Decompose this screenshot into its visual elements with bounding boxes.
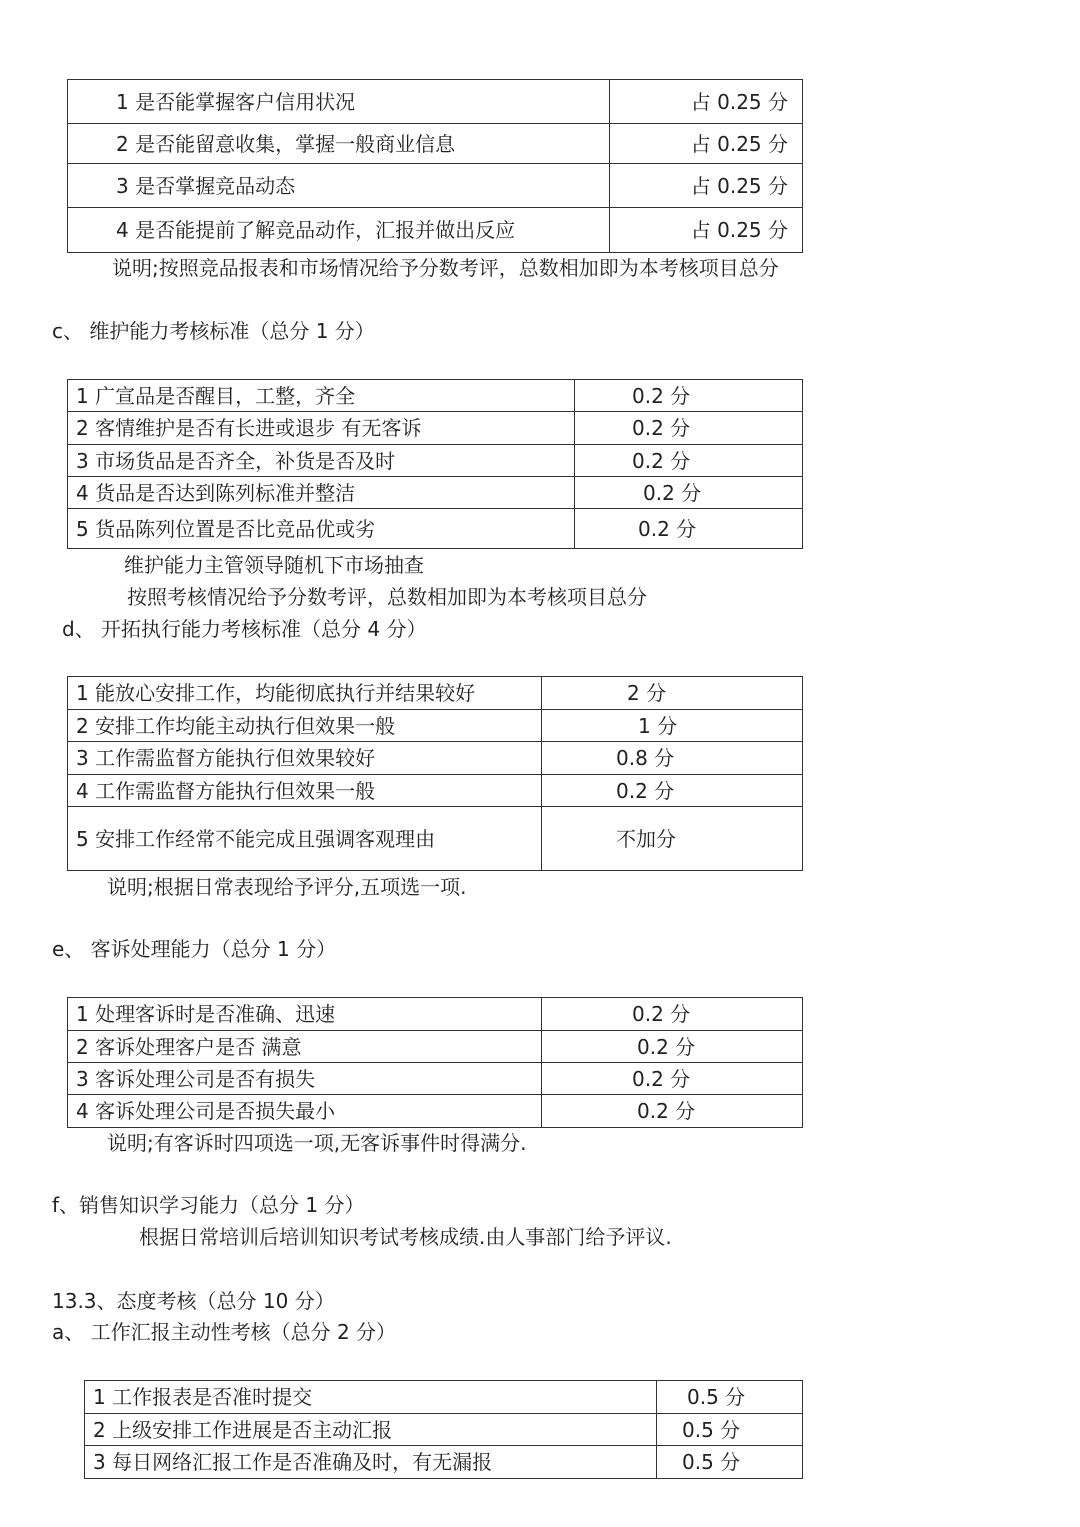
criteria-cell: 3 市场货品是否齐全，补货是否及时 xyxy=(68,445,575,477)
criteria-cell: 4 工作需监督方能执行但效果一般 xyxy=(68,775,542,807)
criteria-cell: 2 上级安排工作进展是否主动汇报 xyxy=(85,1414,657,1446)
score-cell: 0.5 分 xyxy=(657,1381,803,1414)
section-f-heading: f、销售知识学习能力（总分 1 分） xyxy=(52,1193,365,1217)
score-cell: 占 0.25 分 xyxy=(610,208,803,253)
table-row xyxy=(68,998,803,1031)
section-c-note-2: 按照考核情况给予分数考评，总数相加即为本考核项目总分 xyxy=(127,585,647,609)
score-cell: 0.2 分 xyxy=(542,1095,803,1128)
table-row xyxy=(68,742,803,775)
section-13-3-a-heading: a、 工作汇报主动性考核（总分 2 分） xyxy=(52,1320,397,1344)
criteria-cell: 2 客情维护是否有长进或退步 有无客诉 xyxy=(68,412,575,445)
table-market-info xyxy=(67,79,803,253)
table-row xyxy=(68,445,803,477)
table-row xyxy=(85,1381,803,1414)
criteria-cell: 1 广宣品是否醒目，工整，齐全 xyxy=(68,380,575,412)
table-row xyxy=(68,164,803,208)
score-cell: 0.2 分 xyxy=(542,775,803,807)
table-row xyxy=(68,1031,803,1063)
section-e-heading: e、 客诉处理能力（总分 1 分） xyxy=(52,937,337,961)
table-maintenance xyxy=(67,379,803,549)
section-c-note-1: 维护能力主管领导随机下市场抽查 xyxy=(124,553,424,577)
section-c-heading: c、 维护能力考核标准（总分 1 分） xyxy=(52,319,375,343)
table-row xyxy=(68,677,803,710)
score-cell: 0.2 分 xyxy=(542,1031,803,1063)
criteria-cell: 2 客诉处理客户是否 满意 xyxy=(68,1031,542,1063)
score-cell: 0.2 分 xyxy=(575,509,803,549)
score-cell: 0.2 分 xyxy=(575,477,803,509)
score-cell: 1 分 xyxy=(542,710,803,742)
score-cell: 0.2 分 xyxy=(575,380,803,412)
table-row xyxy=(68,1063,803,1095)
table-row xyxy=(68,80,803,124)
table-b-note: 说明;按照竞品报表和市场情况给予分数考评，总数相加即为本考核项目总分 xyxy=(112,256,779,280)
table-work-reporting xyxy=(84,1380,803,1479)
criteria-cell: 4 是否能提前了解竞品动作，汇报并做出反应 xyxy=(68,208,610,253)
score-cell: 占 0.25 分 xyxy=(610,80,803,124)
criteria-cell: 4 货品是否达到陈列标准并整洁 xyxy=(68,477,575,509)
criteria-cell: 3 工作需监督方能执行但效果较好 xyxy=(68,742,542,775)
table-row xyxy=(68,380,803,412)
score-cell: 0.2 分 xyxy=(542,1063,803,1095)
section-d-heading: d、 开拓执行能力考核标准（总分 4 分） xyxy=(62,617,427,641)
criteria-cell: 3 是否掌握竞品动态 xyxy=(68,164,610,208)
table-complaint-handling xyxy=(67,997,803,1128)
section-d-note: 说明;根据日常表现给予评分,五项选一项. xyxy=(107,875,467,899)
section-f-note: 根据日常培训后培训知识考试考核成绩.由人事部门给予评议. xyxy=(139,1225,672,1249)
score-cell: 2 分 xyxy=(542,677,803,710)
table-row xyxy=(68,710,803,742)
table-row xyxy=(68,1095,803,1128)
table-row xyxy=(85,1414,803,1446)
criteria-cell: 1 工作报表是否准时提交 xyxy=(85,1381,657,1414)
score-cell: 不加分 xyxy=(542,807,803,871)
table-row xyxy=(68,477,803,509)
criteria-cell: 1 处理客诉时是否准确、迅速 xyxy=(68,998,542,1031)
table-row xyxy=(68,124,803,164)
score-cell: 占 0.25 分 xyxy=(610,124,803,164)
table-row xyxy=(68,208,803,253)
criteria-cell: 2 安排工作均能主动执行但效果一般 xyxy=(68,710,542,742)
criteria-cell: 3 客诉处理公司是否有损失 xyxy=(68,1063,542,1095)
criteria-cell: 5 安排工作经常不能完成且强调客观理由 xyxy=(68,807,542,871)
score-cell: 占 0.25 分 xyxy=(610,164,803,208)
score-cell: 0.8 分 xyxy=(542,742,803,775)
criteria-cell: 1 能放心安排工作，均能彻底执行并结果较好 xyxy=(68,677,542,710)
criteria-cell: 4 客诉处理公司是否损失最小 xyxy=(68,1095,542,1128)
criteria-cell: 2 是否能留意收集，掌握一般商业信息 xyxy=(68,124,610,164)
table-row xyxy=(68,509,803,549)
table-row xyxy=(68,412,803,445)
criteria-cell: 5 货品陈列位置是否比竞品优或劣 xyxy=(68,509,575,549)
section-13-3-heading: 13.3、态度考核（总分 10 分） xyxy=(52,1289,335,1313)
table-row xyxy=(68,807,803,871)
score-cell: 0.5 分 xyxy=(657,1446,803,1479)
score-cell: 0.2 分 xyxy=(575,445,803,477)
criteria-cell: 1 是否能掌握客户信用状况 xyxy=(68,80,610,124)
score-cell: 0.2 分 xyxy=(575,412,803,445)
table-row xyxy=(68,775,803,807)
table-row xyxy=(85,1446,803,1479)
score-cell: 0.5 分 xyxy=(657,1414,803,1446)
section-e-note: 说明;有客诉时四项选一项,无客诉事件时得满分. xyxy=(107,1131,527,1155)
criteria-cell: 3 每日网络汇报工作是否准确及时，有无漏报 xyxy=(85,1446,657,1479)
table-execution xyxy=(67,676,803,871)
score-cell: 0.2 分 xyxy=(542,998,803,1031)
